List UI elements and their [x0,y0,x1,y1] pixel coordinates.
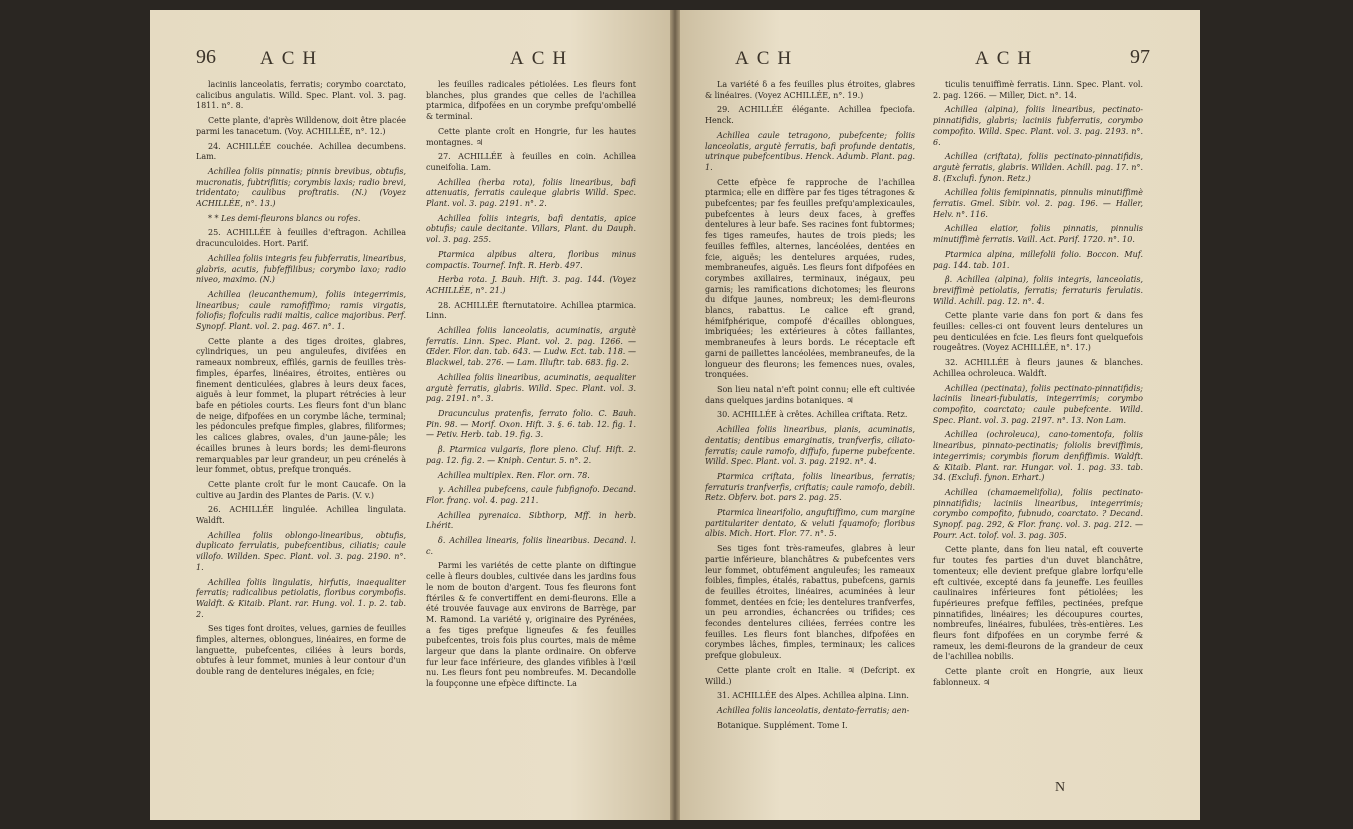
paragraph: β. Achillea (alpina), foliis integris, lanceolatis, breviffimè petiolatis, ferratis; ferraturis ferulatis. Willd. Achill. pag. 12. n°. 4. [933,275,1143,306]
paragraph: Parmi les variétés de cette plante on diftingue celle à fleurs doubles, cultivée dans les jardins fous le nom de bouton d'argent. Tous fes fleurons font ftériles & fe convertiffent en demi-fleurons. Elle a été trouvée fauvage aux environs de Barrège, par M. Ramond. La variété γ, originaire des Pyrénées, a fes tiges prefque ligneufes & fes feuilles pubefcentes, trois fois plus courtes, mais de même largeur que dans la plante ordinaire. On obferve fur leur face inférieure, des glandes vifibles à l'œil nu. Les fleurs font peu nombreufes. M. Decandolle la foupçonne une efpèce diftincte. La [426,561,636,689]
paragraph: 26. ACHILLÉE linguléе. Achillea lingulata. Waldft. [196,505,406,526]
paragraph: La variété δ a fes feuilles plus étroites, glabres & linéaires. (Voyez ACHILLÉE, n°. 19.) [705,80,915,100]
paragraph: ticulis tenuiffimè ferratis. Linn. Spec. Plant. vol. 2. pag. 1266. — Miller, Dict. n°. 14. [933,80,1143,100]
paragraph: Achillea foliis lanceolatis, acuminatis, argutè ferratis. Linn. Spec. Plant. vol. 2. pag. 1266. — Œder. Flor. dan. tab. 643. — Ludw. Ect. tab. 118. — Blackwel, tab. 276. — Lam. Illuftr. tab. 683. fig. 2. [426,326,636,368]
paragraph: Son lieu natal n'eft point connu; elle eft cultivée dans quelques jardins botaniques. ♃ [705,384,915,405]
paragraph: Achillea foliis lanceolatis, dentato-ferratis; aen- [717,705,910,715]
paragraph: 24. ACHILLÉE couchée. Achillea decumbens. Lam. [196,141,406,162]
paragraph: Achillea foliis integris feu fubferratis, linearibus, glabris, acutis, fubfeffilibus; corymbo laxo; radio niveo, maximo. (N.) [196,253,406,285]
text-column [933,80,1143,810]
paragraph: Cette plante varie dans fon port & dans fes feuilles: celles-ci ont fouvent leurs dentelures un peu denticulées en fcie. Les fleurs font quelquefois rougeâtres. (Voyez ACHILLÉE, n°. 17.) [933,311,1143,353]
paragraph: Dracunculus pratenfis, ferrato folio. C. Bauh. Pin. 98. — Morif. Oxon. Hift. 3. §. 6. tab. 12. fig. 1. — Petiv. Herb. tab. 19. fig. 3. [426,408,636,440]
paragraph: Achillea foliis linearibus, acuminatis, aequaliter argutè ferratis, glabris. Willd. Spec. Plant. vol. 3. pag. 2191. n°. 3. [426,372,636,404]
paragraph: Cette plante, dans fon lieu natal, eft couverte fur toutes fes parties d'un duvet blanchâtre, tomenteux; elle devient prefque glabre lorfqu'elle eft cultivée, excepté dans fa jeuneffe. Les feuilles caulinaires inférieures font pétiolées; les fupérieures prefque feffiles, pectinées, prefque pinnatifides, linéaires; les découpures courtes, nombreufes, linéaires, fubulées, très-entières. Les fleurs font difpofées en un corymbe ferré & rameux, les demi-fleurons de la grandeur de ceux de l'achillea nobilis. [933,545,1143,662]
paragraph: Ses tiges font très-rameufes, glabres à leur partie inférieure, blanchâtres & pubefcentes vers leur fommet, obtufément anguleufes; les rameaux foibles, fimples, étalés, rabattus, pubefcens, garnis de feuilles étroites, linéaires, acuminées à leur fommet, dentées en fcie; les dentelures tranfverfes, un peu arrondies, échancrées ou trifides; ces fecondes dentelures ciliées, ferrées contre les feuilles. Les fleurs font blanches, difpofées en corymbes lâches, fimples, terminaux; les calices prefque globuleux. [705,544,915,661]
paragraph: Achillea caule tetragono, pubefcente; foliis lanceolatis, argutè ferratis, bafi profunde dentatis, utrinque pubefcentibus. Henck. Adumb. Plant. pag. 1. [705,130,915,172]
signature-mark: N [1055,780,1066,795]
paragraph: Ptarmica alpibus altera, floribus minus compactis. Tournef. Inft. R. Herb. 497. [426,249,636,270]
paragraph: γ. Achillea pubefcens, caule fubfignofo. Decand. Flor. franç. vol. 4. pag. 211. [426,485,636,505]
text-column [705,80,915,810]
paragraph: Achillea (herba rota), foliis linearibus, bafi attenuatis, ferratis cauleque glabris Willd. Spec. Plant. vol. 3. pag. 2191. n°. 2. [426,177,636,209]
paragraph: 28. ACHILLÉE fternutatoire. Achillea ptarmica. Linn. [426,300,636,321]
paragraph: Achillea foliis pinnatis; pinnis brevibus, obtufis, mucronatis, fubtriflitis; corymbis laxis; radio brevi, tridentato; caulibus proftratis. (N.) (Voyez ACHILLÉE, n°. 13.) [196,166,406,209]
paragraph: 25. ACHILLÉE à feuilles d'eftragon. Achillea dracunculoides. Hort. Parif. [196,228,406,249]
paragraph: 30. ACHILLÉE à crêtes. Achillea criftata. Retz. [717,410,908,420]
paragraph: Achillea (alpina), foliis linearibus, pectinato-pinnatifidis, glabris; laciniis fubferratis, corymbo compofito. Willd. Spec. Plant. vol. 3. pag. 2193. n°. 6. [933,105,1143,147]
paragraph: Achillea (criftata), foliis pectinato-pinnatifidis, argutè ferratis, glabris. Willden. Achill. pag. 17. n°. 8. (Exclufi. fynon. Retz.) [933,152,1143,183]
paragraph: δ. Achillea linearis, foliis linearibus. Decand. l. c. [426,536,636,556]
paragraph: Achillea elatior, foliis pinnatis, pinnulis minutiffimè ferratis. Vaill. Act. Parif. 1720. n°. 10. [933,224,1143,245]
paragraph: * * Les demi-fleurons blancs ou rofes. [208,213,361,223]
paragraph: Achillea foliis linearibus, planis, acuminatis, dentatis; dentibus emarginatis, tranfverfis, ciliato-ferratis; caule ramofo, diffufo, fuperne pubefcente. Willd. Spec. Plant. vol. 3. pag. 2192. n°. 4. [705,425,915,467]
paragraph: 29. ACHILLÉE élégante. Achillea fpeciofa. Henck. [705,105,915,126]
paragraph: Cette plante croît en Italie. ♃ (Defcript. ex Willd.) [705,665,915,686]
open-book [150,10,1200,820]
paragraph: Ptarmica alpina, millefolii folio. Boccon. Muf. pag. 144. tab. 101. [933,249,1143,270]
page-number: 97 [1130,46,1150,68]
paragraph: laciniis lanceolatis, ferratis; corymbo coarctato, calicibus angulatis. Willd. Spec. Plant. vol. 3. pag. 1811. n°. 8. [196,80,406,111]
running-header: ACH [260,48,325,69]
paragraph: 31. ACHILLÉE des Alpes. Achillea alpina. Linn. [717,691,909,701]
paragraph: Achillea foliis femipinnatis, pinnulis minutiffimè ferratis. Gmel. Sibir. vol. 2. pag. 196. — Haller, Helv. n°. 116. [933,188,1143,219]
paragraph: Cette plante croît fur le mont Caucafe. On la cultive au Jardin des Plantes de Paris. (V. v.) [196,479,406,500]
right-page [675,10,1200,820]
paragraph: Achillea (pectinata), foliis pectinato-pinnatifidis; laciniis lineari-fubulatis, integerrimis; corymbo compofito, coarctato; caule pubefcente. Willd. Spec. Plant. vol. 3. pag. 2197. n°. 13. Non Lam. [933,383,1143,425]
paragraph: Herba rota. J. Bauh. Hift. 3. pag. 144. (Voyez ACHILLÉE, n°. 21.) [426,275,636,295]
paragraph: Achillea (ochroleuca), cano-tomentofa, foliis linearibus, pinnato-pectinatis; foliolis breviffimis, integerrimis; corymbis florum denfiffimis. Waldft. & Kitaib. Plant. rar. Hungar. vol. 1. pag. 33. tab. 34. (Exclufi. fynon. Erhart.) [933,430,1143,483]
paragraph: Achillea multiplex. Ren. Flor. orn. 78. [438,470,590,480]
page-number: 96 [196,46,216,68]
paragraph: Achillea (leucanthemum), foliis integerrimis, linearibus; caule ramofiffimo; ramis virgatis, foliofis; flofculis radii maltis, calice majoribus. Perf. Synopf. Plant. vol. 2. pag. 467. n°. 1. [196,289,406,332]
text-column [426,80,636,810]
running-header: ACH [975,48,1040,69]
paragraph: Cette plante a des tiges droites, glabres, cylindriques, un peu anguleufes, divifées en rameaux nombreux, effilés, garnis de feuilles très-fimples, éparfes, linéaires, étroites, entières ou finement denticulées, glabres à leurs deux faces, aiguës à leur fommet, la plupart rétrécies à leur bafe en pétioles courts. Les fleurs font d'un blanc de neige, difpofées en un corymbe lâche, terminal; les pédoncules prefque fimples, glabres, filiformes; les calices glabres, ovales, d'un jaune-pâle; les écailles brunes à leurs bords; les demi-fleurons remarquables par leur grandeur, un peu crénelés à leur fommet, obtus, prefque tronqués. [196,336,406,475]
paragraph: Cette efpèce fe rapproche de l'achillea ptarmica; elle en diffère par fes tiges tétragones & pubefcentes; par fes feuilles prefqu'amplexicaules, pubefcentes à leurs deux faces, à greffes dentelures à leur bafe. Ses racines font fubtormes; fes tiges rameufes, hautes de trois pieds; les feuilles feffiles, alternes, lancéolées, dentées en fcie, aiguës; les dentelures arquées, rudes, membraneufes, aiguës. Les fleurs font difpofées en corymbes axillaires, terminaux, inégaux, peu garnis; les ramifications dichotomes; les fleurons du difque jaunes, nombreux; les demi-fleurons blancs, rabattus. Le calice eft grand, hémifphérique, compofé d'écailles oblongues, imbriquées; les extérieures à côtes faillantes, membraneufes à leurs bords. Le réceptacle eft garni de paillettes lancéolées, membraneufes, de la longueur des fleurons; les femences nues, ovales, tronquées. [705,177,915,380]
running-header: ACH [735,48,800,69]
paragraph: Cette plante croît en Hongrie, fur les hautes montagnes. ♃ [426,126,636,147]
paragraph: Cette plante croît en Hongrie, aux lieux fablonneux. ♃ [933,667,1143,687]
paragraph: Botanique. Supplément. Tome I. [717,720,848,730]
running-header: ACH [510,48,575,69]
book-gutter [670,10,680,820]
paragraph: Achillea pyrenaica. Sibthorp, Mff. in herb. Lhérit. [426,510,636,531]
paragraph: Achillea foliis lingulatis, hirfutis, inaequaliter ferratis; radicalibus petiolatis, floribus corymbofis. Waldft. & Kitaib. Plant. rar. Hung. vol. 1. p. 2. tab. 2. [196,577,406,619]
paragraph: Ses tiges font droites, velues, garnies de feuilles fimples, alternes, oblongues, linéaires, en forme de languette, pubefcentes, ciliées à leurs bords, obtufes à leur fommet, munies à leur contour d'un double rang de dentelures inégales, en fcie; [196,624,406,677]
left-page [150,10,675,820]
paragraph: les feuilles radicales pétiolées. Les fleurs font blanches, plus grandes que celles de l'achillea ptarmica, difpofées en un corymbe prefqu'ombellé & terminal. [426,80,636,122]
paragraph: Achillea (chamaemelifolia), foliis pectinato-pinnatifidis; laciniis linearibus, integerrimis; corymbo compofito, fubnudo, coarctato. ? Decand. Synopf. pag. 292, & Flor. franç. vol. 3. pag. 212. — Pourr. Act. tolof. vol. 3. pag. 305. [933,487,1143,540]
paragraph: 32. ACHILLÉE à fleurs jaunes & blanches. Achillea ochroleuca. Waldft. [933,358,1143,378]
text-column [196,80,406,810]
paragraph: Achillea foliis oblongo-linearibus, obtufis, duplicato ferrulatis, pubefcentibus, ciliatis; caule villofo. Willden. Spec. Plant. vol. 3. pag. 2190. n°. 1. [196,530,406,572]
paragraph: Ptarmica criftata, foliis linearibus, ferratis; ferraturis tranfverfis, criftatis; caule ramofo, debili. Retz. Obferv. bot. pars 2. pag. 25. [705,471,915,503]
paragraph: Achillea foliis integris, bafi dentatis, apice obtufis; caule decitante. Villars, Plant. du Dauph. vol. 3. pag. 255. [426,213,636,245]
paragraph: Cette plante, d'après Willdenow, doit être placée parmi les tanacetum. (Voy. ACHILLÉE, n°. 12.) [196,116,406,136]
paragraph: β. Ptarmica vulgaris, flore pleno. Cluf. Hift. 2. pag. 12. fig. 2. — Kniph. Centur. 5. n°. 2. [426,445,636,465]
paragraph: Ptarmica linearifolio, anguftiffimo, cum margine partitulariter dentato, & veluti fquamofo; floribus albis. Mich. Hort. Flor. 77. n°. 5. [705,508,915,539]
paragraph: 27. ACHILLÉE à feuilles en coin. Achillea cuneifolia. Lam. [426,152,636,172]
